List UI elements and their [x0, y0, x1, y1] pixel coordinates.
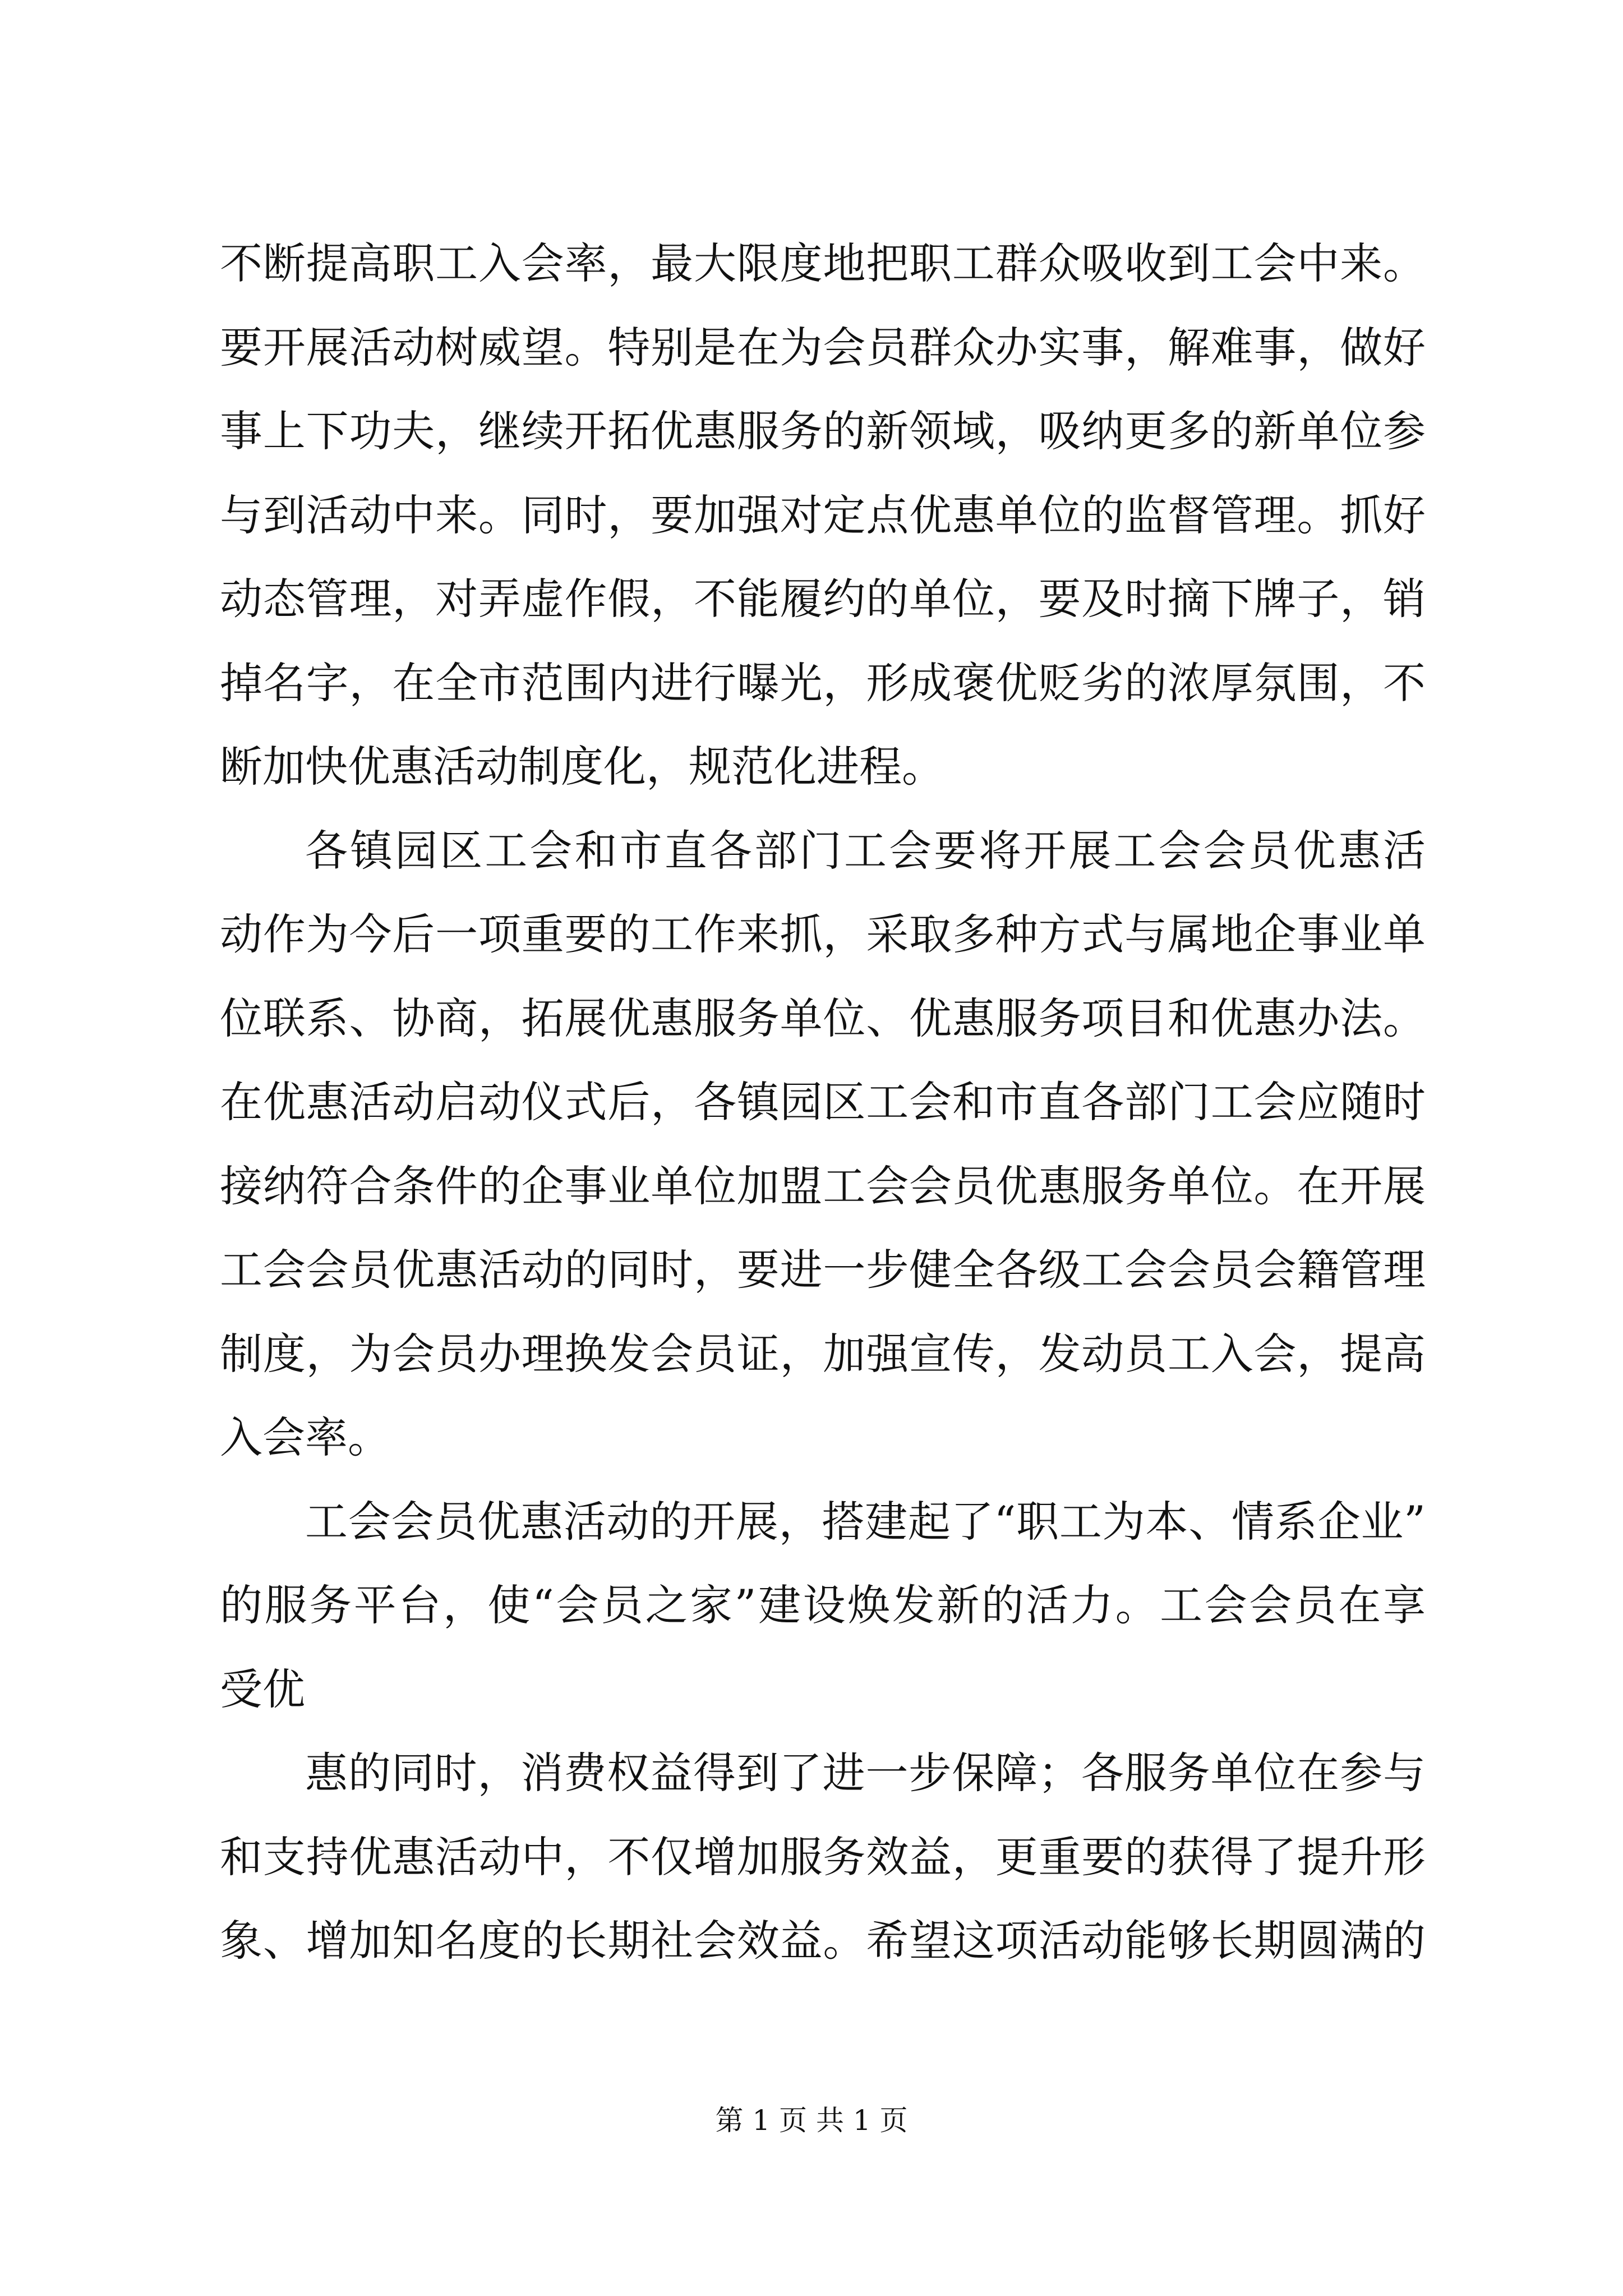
text-line: 受优	[220, 1664, 305, 1714]
text-line: 接纳符合条件的企事业单位加盟工会会员优惠服务单位。在开展	[220, 1161, 1426, 1211]
text-line: 掉名字，在全市范围内进行曝光，形成褒优贬劣的浓厚氛围，不	[220, 657, 1426, 708]
text-line: 动作为今后一项重要的工作来抓，采取多种方式与属地企事业单	[220, 909, 1426, 959]
text-line: 动态管理，对弄虚作假，不能履约的单位，要及时摘下牌子，销	[220, 574, 1426, 624]
text-line: 象、增加知名度的长期社会效益。希望这项活动能够长期圆满的	[220, 1916, 1426, 1966]
text-line: 的服务平台，使“会员之家”建设焕发新的活力。工会会员在享	[220, 1580, 1426, 1630]
text-line: 与到活动中来。同时，要加强对定点优惠单位的监督管理。抓好	[220, 490, 1426, 540]
text-line: 要开展活动树威望。特别是在为会员群众办实事，解难事，做好	[220, 322, 1426, 372]
text-line: 工会会员优惠活动的同时，要进一步健全各级工会会员会籍管理	[220, 1245, 1426, 1295]
text-line: 入会率。	[220, 1412, 390, 1462]
text-line: 断加快优惠活动制度化，规范化进程。	[220, 742, 944, 792]
text-line: 位联系、协商，拓展优惠服务单位、优惠服务项目和优惠办法。	[220, 993, 1426, 1043]
text-line: 和支持优惠活动中，不仅增加服务效益，更重要的获得了提升形	[220, 1832, 1426, 1882]
body-text	[220, 222, 1426, 1983]
page-number-footer: 第 1 页 共 1 页	[715, 2104, 908, 2137]
text-line-indented: 各镇园区工会和市直各部门工会要将开展工会会员优惠活	[305, 825, 1426, 876]
text-line: 事上下功夫，继续开拓优惠服务的新领域，吸纳更多的新单位参	[220, 406, 1426, 456]
text-line: 在优惠活动启动仪式后，各镇园区工会和市直各部门工会应随时	[220, 1077, 1426, 1127]
text-line: 制度，为会员办理换发会员证，加强宣传，发动员工入会，提高	[220, 1328, 1426, 1379]
text-line-indented: 惠的同时，消费权益得到了进一步保障；各服务单位在参与	[305, 1748, 1426, 1798]
text-line: 不断提高职工入会率，最大限度地把职工群众吸收到工会中来。	[220, 238, 1426, 288]
text-line-indented: 工会会员优惠活动的开展，搭建起了“职工为本、情系企业”	[305, 1496, 1426, 1547]
